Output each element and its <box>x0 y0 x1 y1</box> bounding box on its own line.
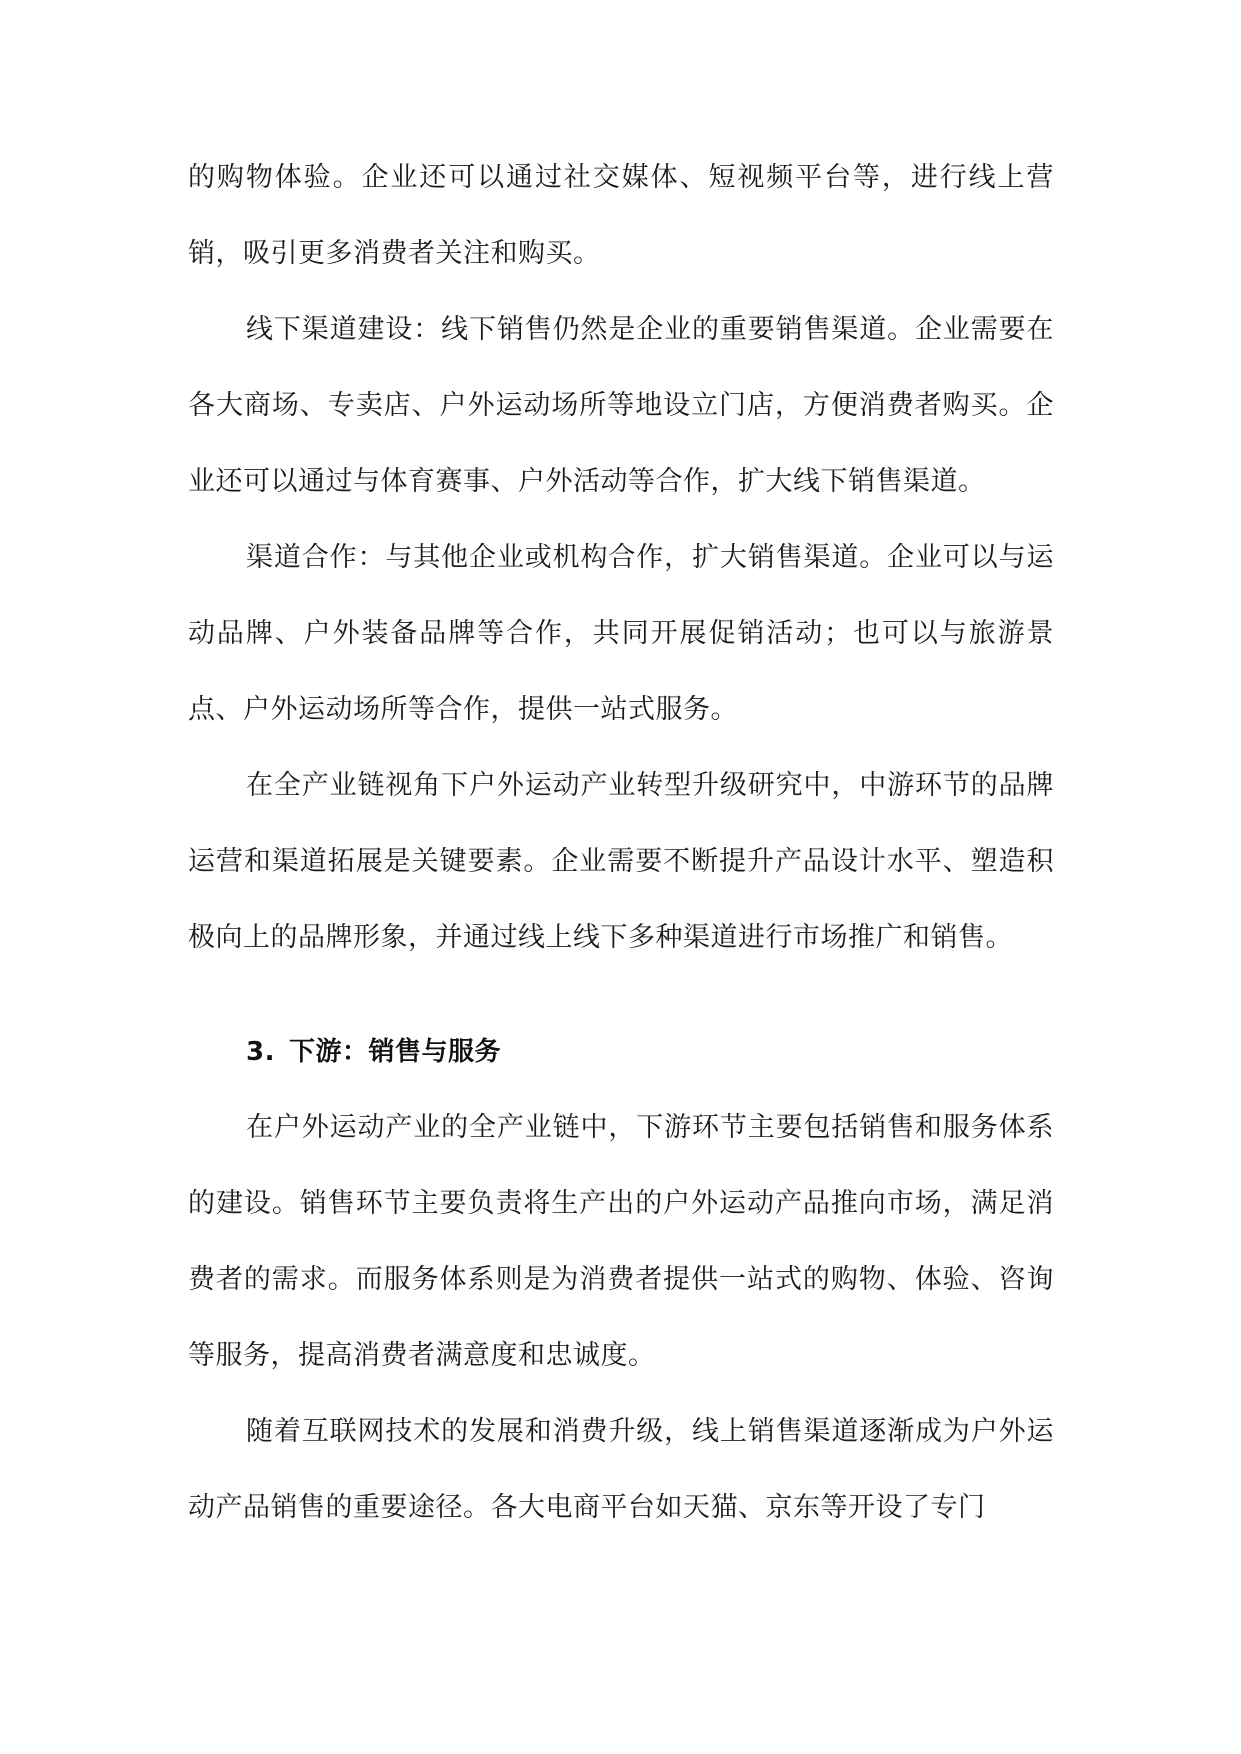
paragraph-online-marketing-continued: 的购物体验。企业还可以通过社交媒体、短视频平台等，进行线上营销，吸引更多消费者关注和购买。 <box>188 162 1054 269</box>
paragraph-offline-channels: 线下渠道建设：线下销售仍然是企业的重要销售渠道。企业需要在各大商场、专卖店、户外运动场所等地设立门店，方便消费者购买。企业还可以通过与体育赛事、户外活动等合作，扩大线下销售渠道。 <box>188 314 1054 497</box>
paragraph-midstream-summary: 在全产业链视角下户外运动产业转型升级研究中，中游环节的品牌运营和渠道拓展是关键要素。企业需要不断提升产品设计水平、塑造积极向上的品牌形象，并通过线上线下多种渠道进行市场推广和销售。 <box>188 770 1054 953</box>
paragraph-downstream-intro: 在户外运动产业的全产业链中，下游环节主要包括销售和服务体系的建设。销售环节主要负责将生产出的户外运动产品推向市场，满足消费者的需求。而服务体系则是为消费者提供一站式的购物、体验、咨询等服务，提高消费者满意度和忠诚度。 <box>188 1112 1054 1371</box>
section-title: 下游：销售与服务 <box>288 1037 501 1067</box>
paragraph-online-sales-growth: 随着互联网技术的发展和消费升级，线上销售渠道逐渐成为户外运动产品销售的重要途径。各大电商平台如天猫、京东等开设了专门 <box>188 1416 1054 1523</box>
paragraph-channel-cooperation: 渠道合作：与其他企业或机构合作，扩大销售渠道。企业可以与运动品牌、户外装备品牌等合作，共同开展促销活动；也可以与旅游景点、户外运动场所等合作，提供一站式服务。 <box>188 542 1054 725</box>
section-heading-downstream <box>188 1014 1054 1090</box>
document-body <box>188 140 1054 1546</box>
section-number: 3. <box>246 1037 275 1067</box>
